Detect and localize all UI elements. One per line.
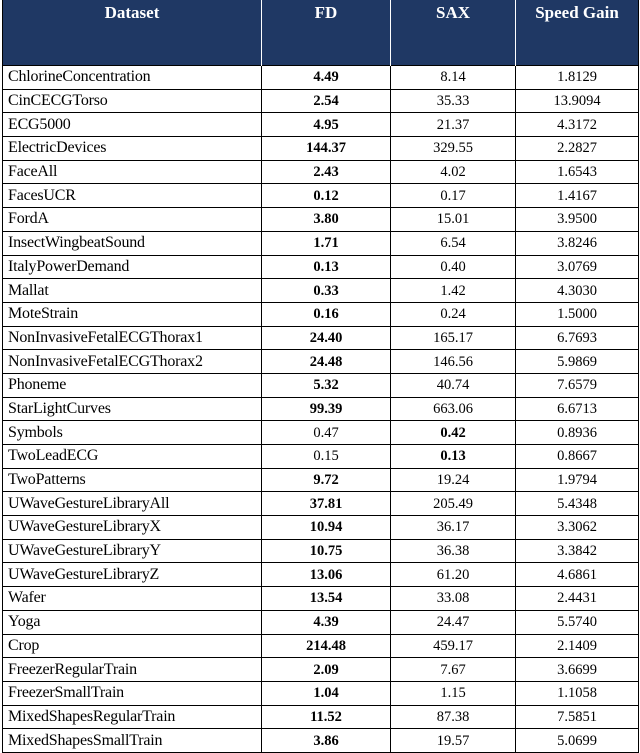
cell-dataset: UWaveGestureLibraryY: [3, 539, 262, 563]
cell-fd: 4.95: [262, 113, 391, 137]
header-dataset: Dataset: [3, 0, 262, 66]
cell-sax: 24.47: [391, 610, 516, 634]
cell-speed-gain: 1.4167: [516, 184, 639, 208]
cell-speed-gain: 7.6579: [516, 373, 639, 397]
cell-dataset: UWaveGestureLibraryX: [3, 516, 262, 540]
cell-speed-gain: 4.3030: [516, 279, 639, 303]
header-speed-gain: Speed Gain: [516, 0, 639, 66]
cell-speed-gain: 5.5740: [516, 610, 639, 634]
cell-speed-gain: 6.6713: [516, 397, 639, 421]
cell-dataset: FordA: [3, 208, 262, 232]
cell-fd: 5.32: [262, 373, 391, 397]
table-row: [3, 421, 639, 445]
cell-dataset: NonInvasiveFetalECGThorax2: [3, 350, 262, 374]
table-row: [3, 397, 639, 421]
cell-dataset: Yoga: [3, 610, 262, 634]
cell-speed-gain: 5.4348: [516, 492, 639, 516]
cell-fd: 0.33: [262, 279, 391, 303]
cell-speed-gain: 4.6861: [516, 563, 639, 587]
cell-sax: 4.02: [391, 160, 516, 184]
cell-fd: 24.48: [262, 350, 391, 374]
cell-dataset: TwoLeadECG: [3, 445, 262, 469]
cell-speed-gain: 1.9794: [516, 468, 639, 492]
cell-dataset: TwoPatterns: [3, 468, 262, 492]
cell-speed-gain: 3.6699: [516, 658, 639, 682]
header-fd: FD: [262, 0, 391, 66]
cell-sax: 0.40: [391, 255, 516, 279]
cell-fd: 9.72: [262, 468, 391, 492]
cell-sax: 329.55: [391, 137, 516, 161]
table-row: [3, 373, 639, 397]
header-sax: SAX: [391, 0, 516, 66]
table-row: [3, 255, 639, 279]
cell-speed-gain: 4.3172: [516, 113, 639, 137]
cell-sax: 36.38: [391, 539, 516, 563]
cell-speed-gain: 3.8246: [516, 231, 639, 255]
cell-sax: 165.17: [391, 326, 516, 350]
cell-dataset: Mallat: [3, 279, 262, 303]
cell-speed-gain: 5.0699: [516, 729, 639, 753]
cell-speed-gain: 3.9500: [516, 208, 639, 232]
table-row: [3, 184, 639, 208]
table-header: [3, 0, 639, 66]
cell-fd: 3.86: [262, 729, 391, 753]
table-row: [3, 468, 639, 492]
cell-dataset: InsectWingbeatSound: [3, 231, 262, 255]
cell-speed-gain: 0.8667: [516, 445, 639, 469]
cell-sax: 21.37: [391, 113, 516, 137]
cell-fd: 214.48: [262, 634, 391, 658]
cell-sax: 35.33: [391, 89, 516, 113]
table-row: [3, 160, 639, 184]
table-row: [3, 279, 639, 303]
cell-fd: 99.39: [262, 397, 391, 421]
cell-sax: 1.15: [391, 681, 516, 705]
table-row: [3, 326, 639, 350]
cell-dataset: UWaveGestureLibraryAll: [3, 492, 262, 516]
cell-fd: 144.37: [262, 137, 391, 161]
cell-fd: 3.80: [262, 208, 391, 232]
table-row: [3, 302, 639, 326]
cell-speed-gain: 7.5851: [516, 705, 639, 729]
cell-sax: 0.24: [391, 302, 516, 326]
cell-sax: 36.17: [391, 516, 516, 540]
cell-dataset: UWaveGestureLibraryZ: [3, 563, 262, 587]
cell-sax: 8.14: [391, 66, 516, 90]
cell-dataset: FreezerRegularTrain: [3, 658, 262, 682]
cell-dataset: ECG5000: [3, 113, 262, 137]
cell-dataset: ItalyPowerDemand: [3, 255, 262, 279]
cell-sax: 7.67: [391, 658, 516, 682]
cell-dataset: MoteStrain: [3, 302, 262, 326]
cell-dataset: CinCECGTorso: [3, 89, 262, 113]
cell-sax: 146.56: [391, 350, 516, 374]
results-table: [2, 0, 639, 753]
cell-speed-gain: 13.9094: [516, 89, 639, 113]
cell-speed-gain: 2.2827: [516, 137, 639, 161]
cell-speed-gain: 0.8936: [516, 421, 639, 445]
cell-sax: 0.13: [391, 445, 516, 469]
cell-fd: 4.39: [262, 610, 391, 634]
table-row: [3, 610, 639, 634]
cell-dataset: Phoneme: [3, 373, 262, 397]
cell-speed-gain: 1.6543: [516, 160, 639, 184]
cell-fd: 2.54: [262, 89, 391, 113]
cell-fd: 1.04: [262, 681, 391, 705]
table-row: [3, 113, 639, 137]
table-row: [3, 137, 639, 161]
table-row: [3, 705, 639, 729]
cell-fd: 0.15: [262, 445, 391, 469]
cell-fd: 4.49: [262, 66, 391, 90]
cell-fd: 2.09: [262, 658, 391, 682]
cell-fd: 13.54: [262, 587, 391, 611]
cell-dataset: Crop: [3, 634, 262, 658]
table-row: [3, 492, 639, 516]
cell-sax: 19.57: [391, 729, 516, 753]
table-row: [3, 658, 639, 682]
cell-dataset: MixedShapesSmallTrain: [3, 729, 262, 753]
cell-sax: 61.20: [391, 563, 516, 587]
table-row: [3, 634, 639, 658]
cell-sax: 0.17: [391, 184, 516, 208]
cell-speed-gain: 3.3062: [516, 516, 639, 540]
cell-sax: 87.38: [391, 705, 516, 729]
cell-dataset: NonInvasiveFetalECGThorax1: [3, 326, 262, 350]
cell-fd: 0.12: [262, 184, 391, 208]
cell-dataset: StarLightCurves: [3, 397, 262, 421]
cell-sax: 1.42: [391, 279, 516, 303]
cell-sax: 6.54: [391, 231, 516, 255]
cell-dataset: FaceAll: [3, 160, 262, 184]
cell-speed-gain: 5.9869: [516, 350, 639, 374]
cell-sax: 19.24: [391, 468, 516, 492]
cell-sax: 0.42: [391, 421, 516, 445]
cell-dataset: FacesUCR: [3, 184, 262, 208]
table-row: [3, 516, 639, 540]
table-row: [3, 445, 639, 469]
table-row: [3, 681, 639, 705]
table-row: [3, 729, 639, 753]
cell-fd: 10.75: [262, 539, 391, 563]
table-row: [3, 587, 639, 611]
cell-sax: 663.06: [391, 397, 516, 421]
cell-fd: 1.71: [262, 231, 391, 255]
cell-dataset: FreezerSmallTrain: [3, 681, 262, 705]
cell-dataset: ChlorineConcentration: [3, 66, 262, 90]
table-body: [3, 66, 639, 753]
cell-speed-gain: 1.5000: [516, 302, 639, 326]
table-row: [3, 539, 639, 563]
cell-fd: 13.06: [262, 563, 391, 587]
cell-dataset: ElectricDevices: [3, 137, 262, 161]
cell-speed-gain: 3.0769: [516, 255, 639, 279]
table-row: [3, 350, 639, 374]
cell-fd: 0.13: [262, 255, 391, 279]
cell-sax: 459.17: [391, 634, 516, 658]
cell-fd: 10.94: [262, 516, 391, 540]
cell-fd: 11.52: [262, 705, 391, 729]
cell-fd: 24.40: [262, 326, 391, 350]
cell-fd: 0.16: [262, 302, 391, 326]
cell-speed-gain: 3.3842: [516, 539, 639, 563]
table-row: [3, 208, 639, 232]
cell-speed-gain: 2.1409: [516, 634, 639, 658]
cell-dataset: Symbols: [3, 421, 262, 445]
cell-sax: 15.01: [391, 208, 516, 232]
cell-sax: 40.74: [391, 373, 516, 397]
header-row: [3, 0, 639, 66]
cell-speed-gain: 2.4431: [516, 587, 639, 611]
cell-fd: 37.81: [262, 492, 391, 516]
cell-sax: 205.49: [391, 492, 516, 516]
table-row: [3, 66, 639, 90]
table-row: [3, 231, 639, 255]
table-row: [3, 89, 639, 113]
cell-speed-gain: 1.1058: [516, 681, 639, 705]
cell-fd: 0.47: [262, 421, 391, 445]
table-row: [3, 563, 639, 587]
cell-speed-gain: 1.8129: [516, 66, 639, 90]
cell-fd: 2.43: [262, 160, 391, 184]
cell-dataset: MixedShapesRegularTrain: [3, 705, 262, 729]
cell-dataset: Wafer: [3, 587, 262, 611]
results-table-container: [2, 0, 638, 753]
cell-speed-gain: 6.7693: [516, 326, 639, 350]
cell-sax: 33.08: [391, 587, 516, 611]
